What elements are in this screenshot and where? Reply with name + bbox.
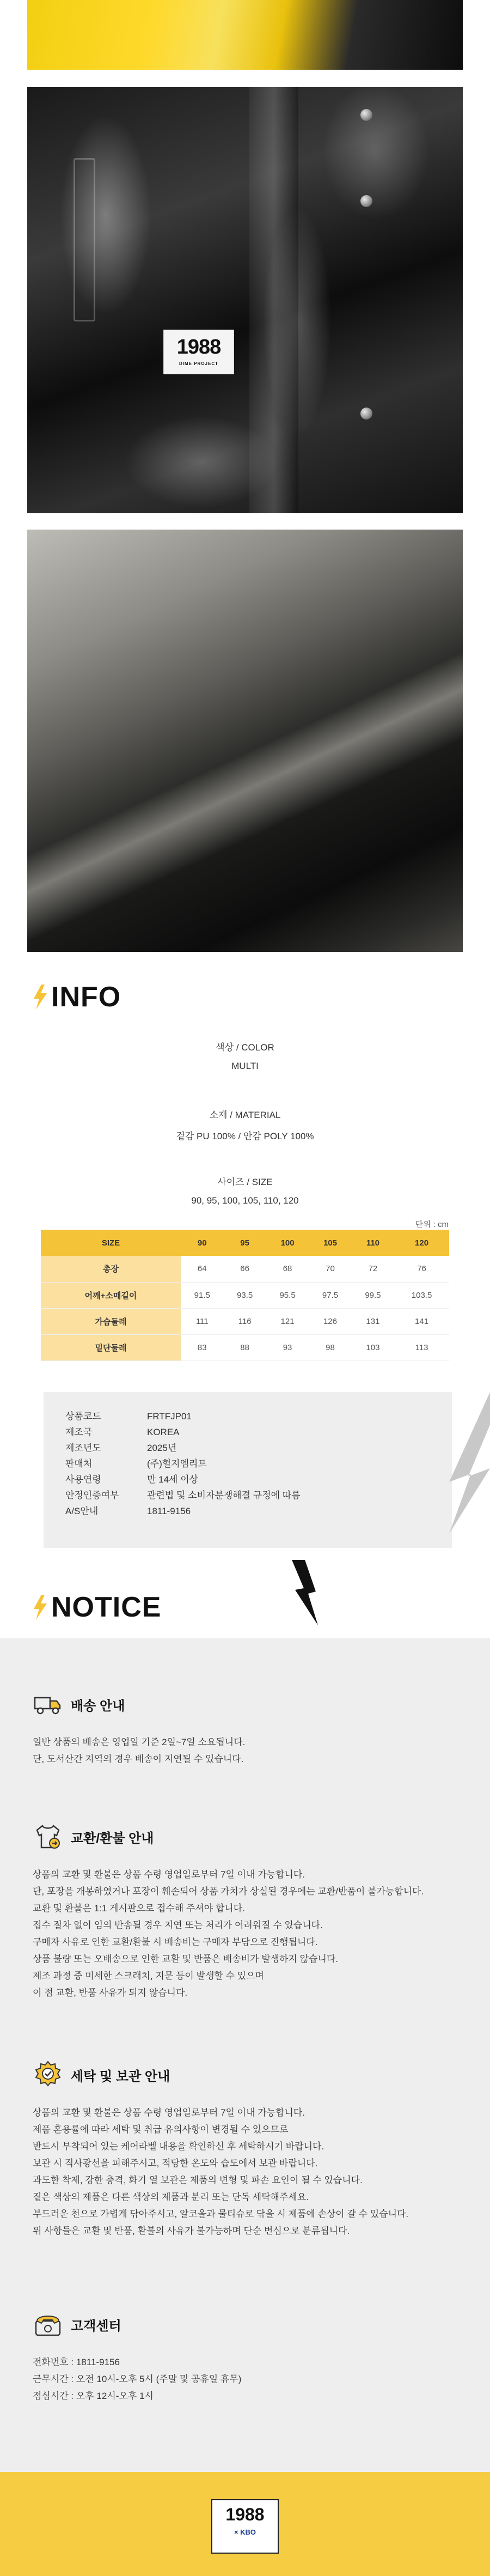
footer-banner [0, 2472, 490, 2576]
table-cell: 밑단둘레 [41, 1334, 181, 1360]
care-line: 보관 시 직사광선을 피해주시고, 적당한 온도와 습도에서 보관 바랍니다. [33, 2158, 318, 2168]
table-cell: 126 [309, 1308, 351, 1334]
customer-service-section [33, 2309, 468, 2404]
care-line: 제품 혼용률에 따라 세탁 및 취급 유의사항이 변경될 수 있으므로 [33, 2124, 289, 2135]
table-cell: 어깨+소매길이 [41, 1282, 181, 1308]
table-cell: 99.5 [352, 1282, 394, 1308]
exchange-line: 상품 불량 또는 오배송으로 인한 교환 및 반품은 배송비가 발생하지 않습니다. [33, 1954, 339, 1964]
table-cell: 121 [266, 1308, 309, 1334]
spec-key: 상품코드 [65, 1411, 101, 1421]
care-badge-icon [33, 2059, 63, 2090]
spec-value: FRTFJP01 [147, 1411, 192, 1421]
exchange-line: 접수 절차 없이 임의 반송될 경우 지연 또는 처리가 어려워질 수 있습니다. [33, 1920, 323, 1930]
table-cell: 76 [394, 1256, 449, 1282]
info-color [0, 1040, 490, 1072]
info-material [0, 1107, 490, 1142]
size-table-header: 90 [181, 1230, 223, 1256]
size-value: 90, 95, 100, 105, 110, 120 [191, 1195, 299, 1206]
service-line: 전화번호 : 1811-9156 [33, 2357, 120, 2367]
collab-x: × [234, 2528, 238, 2536]
delivery-heading-row [33, 1689, 468, 1720]
exchange-line: 구매자 사유로 인한 교환/환불 시 배송비는 구매자 부담으로 진행됩니다. [33, 1937, 318, 1947]
exchange-line: 상품의 교환 및 환불은 상품 수령 영업일로부터 7일 이내 가능합니다. [33, 1869, 305, 1880]
size-table-header: 110 [352, 1230, 394, 1256]
jacket-placket [249, 87, 298, 513]
shirt-icon [33, 1821, 63, 1852]
spec-value: 만 14세 이상 [147, 1474, 199, 1485]
care-line: 부드러운 천으로 가볍게 닦아주시고, 알코올과 물티슈로 닦을 시 제품에 손상이 갈 수 있습니다. [33, 2209, 409, 2219]
care-line: 위 사항들은 교환 및 반품, 환불의 사유가 불가능하며 단순 변심으로 분류됩니다. [33, 2226, 350, 2236]
info-title: INFO [51, 981, 121, 1013]
decorative-lightning-icon [287, 1560, 320, 1625]
care-line: 반드시 부착되어 있는 케어라벨 내용을 확인하신 후 세탁하시기 바랍니다. [33, 2141, 324, 2152]
table-cell: 83 [181, 1334, 223, 1360]
info-section-header [33, 981, 121, 1013]
spec-value: 관련법 및 소비자분쟁해결 규정에 따름 [147, 1490, 301, 1500]
exchange-line: 단, 포장을 개봉하였거나 포장이 훼손되어 상품 가치가 상실된 경우에는 교환/반품이 불가능합니다. [33, 1886, 424, 1897]
size-table-header: 105 [309, 1230, 351, 1256]
table-cell: 72 [352, 1256, 394, 1282]
table-cell: 141 [394, 1308, 449, 1334]
table-row [41, 1256, 449, 1282]
table-cell: 95.5 [266, 1282, 309, 1308]
table-cell: 총장 [41, 1256, 181, 1282]
table-row [41, 1282, 449, 1308]
delivery-line: 일반 상품의 배송은 영업일 기준 2일~7일 소요됩니다. [33, 1737, 246, 1747]
size-table-header: 100 [266, 1230, 309, 1256]
table-cell: 가슴둘레 [41, 1308, 181, 1334]
collab-row [212, 2528, 278, 2536]
snap-button-icon [360, 195, 372, 207]
size-label: 사이즈 / SIZE [217, 1177, 273, 1187]
care-heading-row [33, 2059, 468, 2090]
table-cell: 70 [309, 1256, 351, 1282]
spec-row [65, 1408, 430, 1424]
telephone-icon [33, 2309, 63, 2340]
spec-key: A/S안내 [65, 1506, 99, 1516]
spec-row [65, 1487, 430, 1503]
table-cell: 111 [181, 1308, 223, 1334]
spec-key: 제조국 [65, 1427, 93, 1437]
info-size [0, 1174, 490, 1206]
snap-button-icon [360, 109, 372, 121]
care-line: 과도한 착제, 강한 충격, 화기 열 보관은 제품의 변형 및 파손 요인이 될 수 있습니다. [33, 2175, 363, 2185]
size-table-header-row [41, 1230, 449, 1256]
table-cell: 103.5 [394, 1282, 449, 1308]
exchange-heading: 교환/환불 안내 [71, 1831, 154, 1846]
spec-value: KOREA [147, 1427, 180, 1437]
delivery-truck-icon [33, 1689, 63, 1720]
size-unit: 단위 : cm [415, 1220, 449, 1229]
spec-key: 사용연령 [65, 1474, 101, 1485]
spec-row [65, 1472, 430, 1487]
label-tag-number: 1988 [176, 336, 221, 359]
spec-row [65, 1440, 430, 1456]
label-tag-subtitle: DIME PROJECT [179, 361, 218, 366]
table-cell: 66 [223, 1256, 266, 1282]
table-cell: 91.5 [181, 1282, 223, 1308]
table-cell: 93.5 [223, 1282, 266, 1308]
spec-value: 2025년 [147, 1443, 177, 1453]
table-row [41, 1308, 449, 1334]
table-cell: 113 [394, 1334, 449, 1360]
spec-value: 1811-9156 [147, 1506, 191, 1516]
size-table-header: 120 [394, 1230, 449, 1256]
brand-label-tag [163, 330, 234, 374]
notice-section-header [33, 1591, 161, 1624]
product-photo-yellow-detail [27, 0, 463, 70]
table-cell: 98 [309, 1334, 351, 1360]
size-table [41, 1230, 449, 1361]
care-line: 상품의 교환 및 환불은 상품 수령 영업일로부터 7일 이내 가능합니다. [33, 2107, 305, 2118]
table-cell: 116 [223, 1308, 266, 1334]
service-heading: 고객센터 [71, 2318, 121, 2334]
table-cell: 88 [223, 1334, 266, 1360]
table-cell: 64 [181, 1256, 223, 1282]
exchange-heading-row [33, 1821, 468, 1852]
brand-logo [211, 2499, 279, 2554]
table-cell: 93 [266, 1334, 309, 1360]
table-cell: 103 [352, 1334, 394, 1360]
delivery-info-section [33, 1689, 468, 1767]
exchange-line: 이 점 교환, 반품 사유가 되지 않습니다. [33, 1988, 188, 1998]
table-cell: 97.5 [309, 1282, 351, 1308]
exchange-line: 교환 및 환불은 1:1 게시판으로 접수해 주셔야 합니다. [33, 1903, 245, 1913]
spec-value: (주)헐지엠리트 [147, 1459, 207, 1469]
snap-button-icon [360, 408, 372, 420]
spec-row [65, 1424, 430, 1440]
care-line: 짙은 색상의 제품은 다른 색상의 제품과 분리 또는 단독 세탁해주세요. [33, 2192, 309, 2202]
delivery-line: 단, 도서산간 지역의 경우 배송이 지연될 수 있습니다. [33, 1754, 244, 1764]
delivery-heading: 배송 안내 [71, 1698, 125, 1714]
care-heading: 세탁 및 보관 안내 [71, 2069, 170, 2084]
lightning-bolt-icon [33, 985, 48, 1010]
spec-row [65, 1456, 430, 1472]
notice-title: NOTICE [51, 1591, 162, 1623]
product-photo-front-detail [27, 87, 463, 513]
service-line: 점심시간 : 오후 12시-오후 1시 [33, 2391, 154, 2401]
care-storage-section [33, 2059, 468, 2239]
spec-key: 판매처 [65, 1459, 93, 1469]
spec-row [65, 1503, 430, 1519]
table-cell: 68 [266, 1256, 309, 1282]
service-line: 근무시간 : 오전 10시-오후 5시 (주말 및 공휴일 휴무) [33, 2374, 242, 2384]
material-label: 소재 / MATERIAL [209, 1110, 281, 1120]
table-row [41, 1334, 449, 1360]
exchange-refund-section [33, 1821, 468, 2001]
product-photo-material-closeup [27, 530, 463, 952]
size-table-header: SIZE [41, 1230, 181, 1256]
table-cell: 131 [352, 1308, 394, 1334]
decorative-lightning-icon [449, 1392, 490, 1534]
spec-key: 제조년도 [65, 1443, 101, 1453]
color-value: MULTI [231, 1061, 259, 1071]
exchange-line: 제조 과정 중 미세한 스크래치, 지문 등이 발생할 수 있으며 [33, 1971, 264, 1981]
kbo-logo-text: KBO [240, 2528, 256, 2536]
size-table-header: 95 [223, 1230, 266, 1256]
service-heading-row [33, 2309, 468, 2340]
spec-key: 안정인증여부 [65, 1490, 119, 1500]
product-spec-box [44, 1392, 452, 1548]
material-value: 겉감 PU 100% / 안감 POLY 100% [176, 1131, 314, 1141]
lightning-bolt-icon [33, 1595, 48, 1620]
color-label: 색상 / COLOR [216, 1042, 274, 1053]
footer-logo-number: 1988 [225, 2505, 265, 2524]
jacket-pocket [74, 158, 95, 321]
